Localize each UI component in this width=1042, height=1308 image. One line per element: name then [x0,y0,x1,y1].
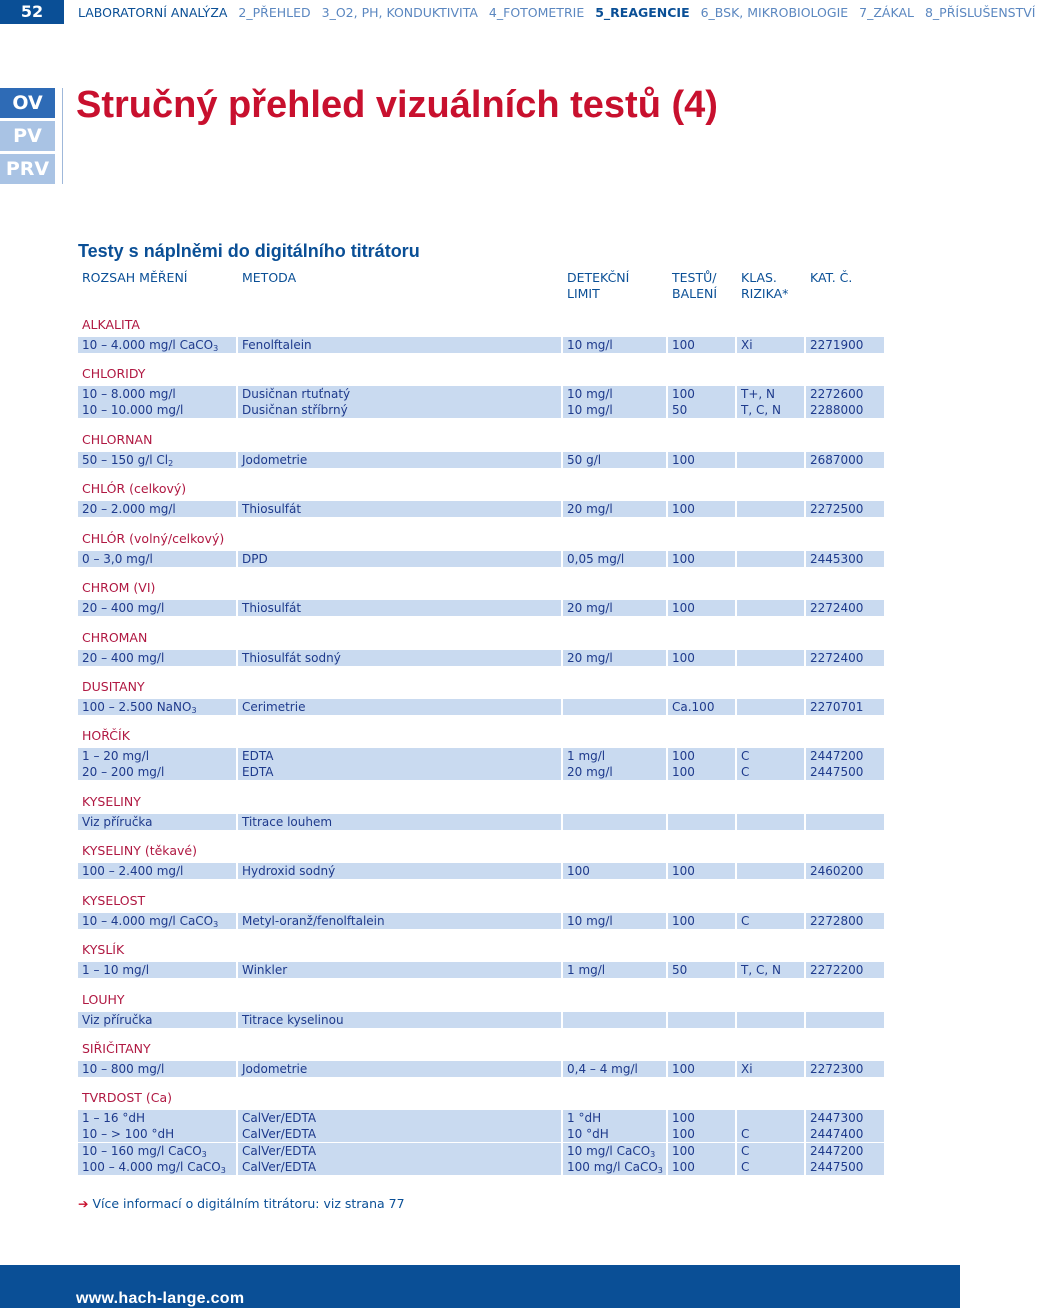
cell-method: EDTA [238,748,561,764]
cell-risk: C [737,1143,804,1159]
cell-range: 100 – 2.400 mg/l [78,863,236,879]
cell-cat: 2447500 [806,1159,884,1175]
cell-method: Thiosulfát [238,501,561,517]
table-row [78,863,884,879]
table-row [78,1126,884,1142]
subscript: 3 [213,920,219,929]
cell-limit: 1 °dH [563,1110,666,1126]
cell-tests: 100 [668,913,735,929]
nav-item-bsk[interactable]: 6_BSK, MIKROBIOLOGIE [700,5,849,20]
table-row [78,337,884,353]
cell-tests: 100 [668,600,735,616]
cell-cat: 2272400 [806,600,884,616]
cell-risk: Xi [737,1061,804,1077]
cell-method: Dusičnan rtuťnatý [238,386,561,402]
nav-item-o2-ph[interactable]: 3_O2, PH, KONDUKTIVITA [321,5,478,20]
top-navigation [0,0,1036,26]
cell-risk [737,650,804,666]
cell-range: 10 – > 100 °dH [78,1126,236,1142]
group-heading: CHROM (VI) [82,580,156,595]
cell-risk: T, C, N [737,402,804,418]
cell-cat: 2272300 [806,1061,884,1077]
cell-tests: 100 [668,863,735,879]
cell-limit: 20 mg/l [563,650,666,666]
nav-section-title: LABORATORNÍ ANALÝZA [78,5,228,20]
side-divider [62,88,63,184]
cell-risk [737,1110,804,1126]
nav-item-prislusenstvi[interactable]: 8_PŘÍSLUŠENSTVÍ [924,5,1036,20]
group-heading: CHLÓR (volný/celkový) [82,531,225,546]
side-tab-pv[interactable]: PV [0,121,55,151]
cell-tests: 100 [668,1110,735,1126]
group-heading: DUSITANY [82,679,145,694]
cell-method: Titrace kyselinou [238,1012,561,1028]
cell-risk: T, C, N [737,962,804,978]
cell-risk [737,699,804,715]
cell-tests: 100 [668,452,735,468]
cell-limit: 10 mg/l [563,913,666,929]
cell-cat: 2460200 [806,863,884,879]
cell-range: Viz příručka [78,1012,236,1028]
table-row [78,1012,884,1028]
cell-risk [737,863,804,879]
nav-item-prehled[interactable]: 2_PŘEHLED [238,5,311,20]
table-row [78,402,884,418]
cell-tests: 100 [668,551,735,567]
cell-tests: 100 [668,1159,735,1175]
cell-cat: 2447200 [806,748,884,764]
cell-range: 10 – 8.000 mg/l [78,386,236,402]
col-header-risk: KLAS. RIZIKA* [741,270,789,301]
cell-cat: 2447200 [806,1143,884,1159]
cell-limit: 10 mg/l [563,337,666,353]
cell-limit [563,814,666,830]
arrow-right-icon: ➔ [78,1196,89,1211]
cell-risk [737,600,804,616]
col-header-tests: TESTŮ/ BALENÍ [672,270,718,301]
cell-limit [563,1012,666,1028]
cell-method: Fenolftalein [238,337,561,353]
table-row [78,386,884,402]
col-header-method: METODA [242,270,297,285]
cell-limit [563,699,666,715]
cell-limit: 10 mg/l CaCO$_3$ [563,1143,666,1159]
table-row [78,1143,884,1159]
table-row [78,501,884,517]
cell-method: CalVer/EDTA [238,1143,561,1159]
cell-limit: 10 mg/l [563,386,666,402]
col-header-limit: DETEKČNÍ LIMIT [567,270,630,301]
cell-tests: 100 [668,1143,735,1159]
table-row [78,962,884,978]
cell-tests: 100 [668,748,735,764]
cell-method: Jodometrie [238,452,561,468]
cell-limit: 10 °dH [563,1126,666,1142]
cell-tests: 100 [668,337,735,353]
cell-cat: 2447400 [806,1126,884,1142]
more-info-text: Více informací o digitálním titrátoru: viz strana 77 [92,1196,405,1211]
cell-limit: 100 [563,863,666,879]
page-number: 52 [0,0,64,24]
cell-cat: 2271900 [806,337,884,353]
cell-range: 10 – 4.000 mg/l CaCO$_3$ [78,913,236,929]
cell-risk: C [737,764,804,780]
cell-range: 1 – 16 °dH [78,1110,236,1126]
cell-risk [737,551,804,567]
group-heading: KYSELINY (těkavé) [82,843,197,858]
cell-cat: 2272400 [806,650,884,666]
cell-method: Thiosulfát sodný [238,650,561,666]
cell-limit: 100 mg/l CaCO$_3$ [563,1159,666,1175]
cell-range: 100 – 2.500 NaNO$_3$ [78,699,236,715]
cell-cat: 2447300 [806,1110,884,1126]
cell-range: 20 – 400 mg/l [78,650,236,666]
cell-method: Metyl-oranž/fenolftalein [238,913,561,929]
cell-risk: C [737,1159,804,1175]
section-nav [78,5,1042,20]
table-row [78,551,884,567]
cell-risk: Xi [737,337,804,353]
group-heading: SIŘIČITANY [82,1041,151,1056]
group-heading: CHROMAN [82,630,148,645]
cell-limit: 0,05 mg/l [563,551,666,567]
cell-tests [668,814,735,830]
cell-method: CalVer/EDTA [238,1126,561,1142]
cell-tests: 50 [668,962,735,978]
cell-range: 20 – 200 mg/l [78,764,236,780]
cell-cat: 2687000 [806,452,884,468]
cell-risk: T+, N [737,386,804,402]
cell-method: Titrace louhem [238,814,561,830]
group-heading: CHLORIDY [82,366,146,381]
nav-item-zakal[interactable]: 7_ZÁKAL [859,5,914,20]
table-row [78,814,884,830]
table-row [78,452,884,468]
side-tab-ov[interactable]: OV [0,88,55,118]
table-subtitle: Testy s náplněmi do digitálního titrátoru [78,241,420,261]
cell-cat: 2288000 [806,402,884,418]
cell-tests: 100 [668,1126,735,1142]
table-row [78,1110,884,1126]
page-title: Stručný přehled vizuálních testů (4) [76,84,718,126]
cell-method: CalVer/EDTA [238,1110,561,1126]
cell-range: 10 – 800 mg/l [78,1061,236,1077]
table-row [78,650,884,666]
cell-cat: 2272800 [806,913,884,929]
group-heading: KYSELOST [82,893,146,908]
cell-method: EDTA [238,764,561,780]
cell-cat: 2270701 [806,699,884,715]
group-heading: ALKALITA [82,317,140,332]
subscript: 3 [220,1166,226,1176]
cell-limit: 20 mg/l [563,764,666,780]
cell-method: Jodometrie [238,1061,561,1077]
cell-method: CalVer/EDTA [238,1159,561,1175]
subscript: 3 [201,1149,207,1159]
nav-item-fotometrie[interactable]: 4_FOTOMETRIE [488,5,585,20]
group-heading: LOUHY [82,992,125,1007]
group-heading: TVRDOST (Ca) [82,1090,173,1105]
cell-range: 100 – 4.000 mg/l CaCO$_3$ [78,1159,236,1175]
cell-risk: C [737,913,804,929]
cell-cat: 2445300 [806,551,884,567]
cell-tests: 100 [668,764,735,780]
group-heading: KYSLÍK [82,942,125,957]
subscript: 3 [191,706,197,715]
cell-range: 20 – 400 mg/l [78,600,236,616]
cell-cat: 2272500 [806,501,884,517]
cell-range: 10 – 4.000 mg/l CaCO$_3$ [78,337,236,353]
table-row [78,600,884,616]
nav-item-reagencie[interactable]: 5_REAGENCIE [595,5,690,20]
cell-cat: 2272200 [806,962,884,978]
cell-tests: Ca.100 [668,699,735,715]
cell-tests: 100 [668,501,735,517]
cell-range: 50 – 150 g/l $Cl_2$ [78,452,236,468]
subscript: 3 [650,1149,656,1159]
group-heading: CHLÓR (celkový) [82,481,187,496]
table-row [78,748,884,764]
cell-tests: 100 [668,1061,735,1077]
cell-tests: 100 [668,386,735,402]
cell-method: Cerimetrie [238,699,561,715]
cell-limit: 20 mg/l [563,501,666,517]
cell-limit: 10 mg/l [563,402,666,418]
cell-range: 1 – 20 mg/l [78,748,236,764]
cell-method: Thiosulfát [238,600,561,616]
subscript: 3 [657,1166,663,1176]
cell-range: 20 – 2.000 mg/l [78,501,236,517]
more-info-link[interactable] [78,1196,405,1211]
subscript: 3 [213,344,219,353]
cell-range: Viz příručka [78,814,236,830]
group-heading: CHLORNAN [82,432,153,447]
cell-range: 1 – 10 mg/l [78,962,236,978]
cell-limit: 1 mg/l [563,962,666,978]
subscript: 2 [168,459,174,468]
cell-risk [737,501,804,517]
cell-risk [737,452,804,468]
col-header-range: ROZSAH MĚŘENÍ [82,270,188,285]
cell-risk [737,1012,804,1028]
cell-limit: 0,4 – 4 mg/l [563,1061,666,1077]
group-heading: KYSELINY [82,794,141,809]
cell-limit: 1 mg/l [563,748,666,764]
cell-method: Dusičnan stříbrný [238,402,561,418]
cell-range: 10 – 160 mg/l CaCO$_3$ [78,1143,236,1159]
cell-method: Winkler [238,962,561,978]
cell-range: 10 – 10.000 mg/l [78,402,236,418]
cell-cat [806,814,884,830]
cell-limit: 50 g/l [563,452,666,468]
group-heading: HOŘČÍK [82,728,130,743]
table-row [78,699,884,715]
table-row [78,1159,884,1175]
table-row [78,913,884,929]
cell-risk: C [737,748,804,764]
footer-url[interactable]: www.hach-lange.com [76,1290,245,1307]
table-row [78,1061,884,1077]
cell-tests: 50 [668,402,735,418]
cell-risk: C [737,1126,804,1142]
col-header-cat: KAT. Č. [810,270,853,285]
cell-range: 0 – 3,0 mg/l [78,551,236,567]
cell-method: DPD [238,551,561,567]
cell-risk [737,814,804,830]
cell-cat: 2272600 [806,386,884,402]
cell-tests: 100 [668,650,735,666]
side-tab-prv[interactable]: PRV [0,154,55,184]
cell-limit: 20 mg/l [563,600,666,616]
cell-tests [668,1012,735,1028]
table-row [78,764,884,780]
cell-method: Hydroxid sodný [238,863,561,879]
cell-cat [806,1012,884,1028]
cell-cat: 2447500 [806,764,884,780]
